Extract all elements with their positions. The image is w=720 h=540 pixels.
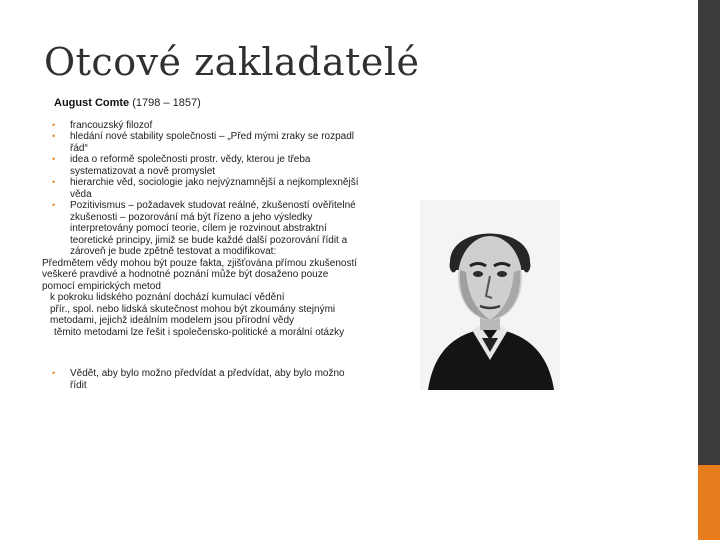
- list-item: [42, 154, 362, 177]
- bullet-text: hledání nové stability společnosti – „Před mými zraky se rozpadl řád“: [70, 131, 355, 154]
- bullet-icon: •: [52, 154, 56, 164]
- paragraph: přír., spol. nebo lidská skutečnost mohou být zkoumány stejnými metodami, jejichž ideálním modelem jsou přírodní vědy: [50, 303, 336, 326]
- list-item: [42, 368, 362, 391]
- heading-years: (1798 – 1857): [132, 97, 201, 109]
- list-item: [42, 177, 362, 200]
- heading-name: August Comte: [54, 97, 130, 109]
- bullet-text: francouzský filozof: [70, 119, 153, 131]
- slide-title: Otcové zakladatelé: [44, 40, 420, 84]
- final-bullet-list: [42, 368, 362, 391]
- list-item: [42, 120, 362, 132]
- bullet-text: idea o reformě společnosti prostr. vědy, kterou je třeba systematizovat a nově promyslet: [70, 154, 311, 177]
- paragraph: těmito metodami lze řešit i společensko-politické a morální otázky: [54, 326, 345, 338]
- portrait-image: [420, 200, 560, 390]
- bullet-icon: •: [52, 368, 56, 378]
- bullet-text: Pozitivismus – požadavek studovat reálné, zkušeností ověřitelné zkušenosti – pozorování má být řízeno a jeho výsledky interpretovány pomocí teorie, cílem je rozvinout abstraktní teoretické principy, jimiž se bude každé další pozorování řídit a zároveň je bude zpětně testovat a modifikovat:: [70, 200, 356, 257]
- paragraph: Předmětem vědy mohou být pouze fakta, zjišťována přímou zkušeností: [42, 257, 358, 269]
- list-item: [42, 200, 362, 258]
- paragraph: veškeré pravdivé a hodnotné poznání může být dosaženo pouze pomocí empirických metod: [42, 269, 329, 292]
- bullet-icon: •: [52, 119, 56, 130]
- list-item: [42, 131, 362, 154]
- bullet-list: [42, 120, 362, 258]
- sidebar-dark-bar: [698, 0, 720, 540]
- bullet-icon: •: [52, 131, 56, 141]
- sidebar-accent-bar: [698, 465, 720, 540]
- bullet-icon: •: [52, 200, 56, 210]
- content-heading: [54, 98, 362, 110]
- bullet-icon: •: [52, 177, 56, 187]
- paragraph: k pokroku lidského poznání dochází kumulací vědění: [50, 292, 285, 303]
- bullet-text: hierarchie věd, sociologie jako nejvýznamnější a nejkomplexnější věda: [70, 177, 359, 200]
- slide-content: [42, 98, 362, 391]
- bullet-text: Vědět, aby bylo možno předvídat a předvídat, aby bylo možno řídit: [70, 368, 345, 391]
